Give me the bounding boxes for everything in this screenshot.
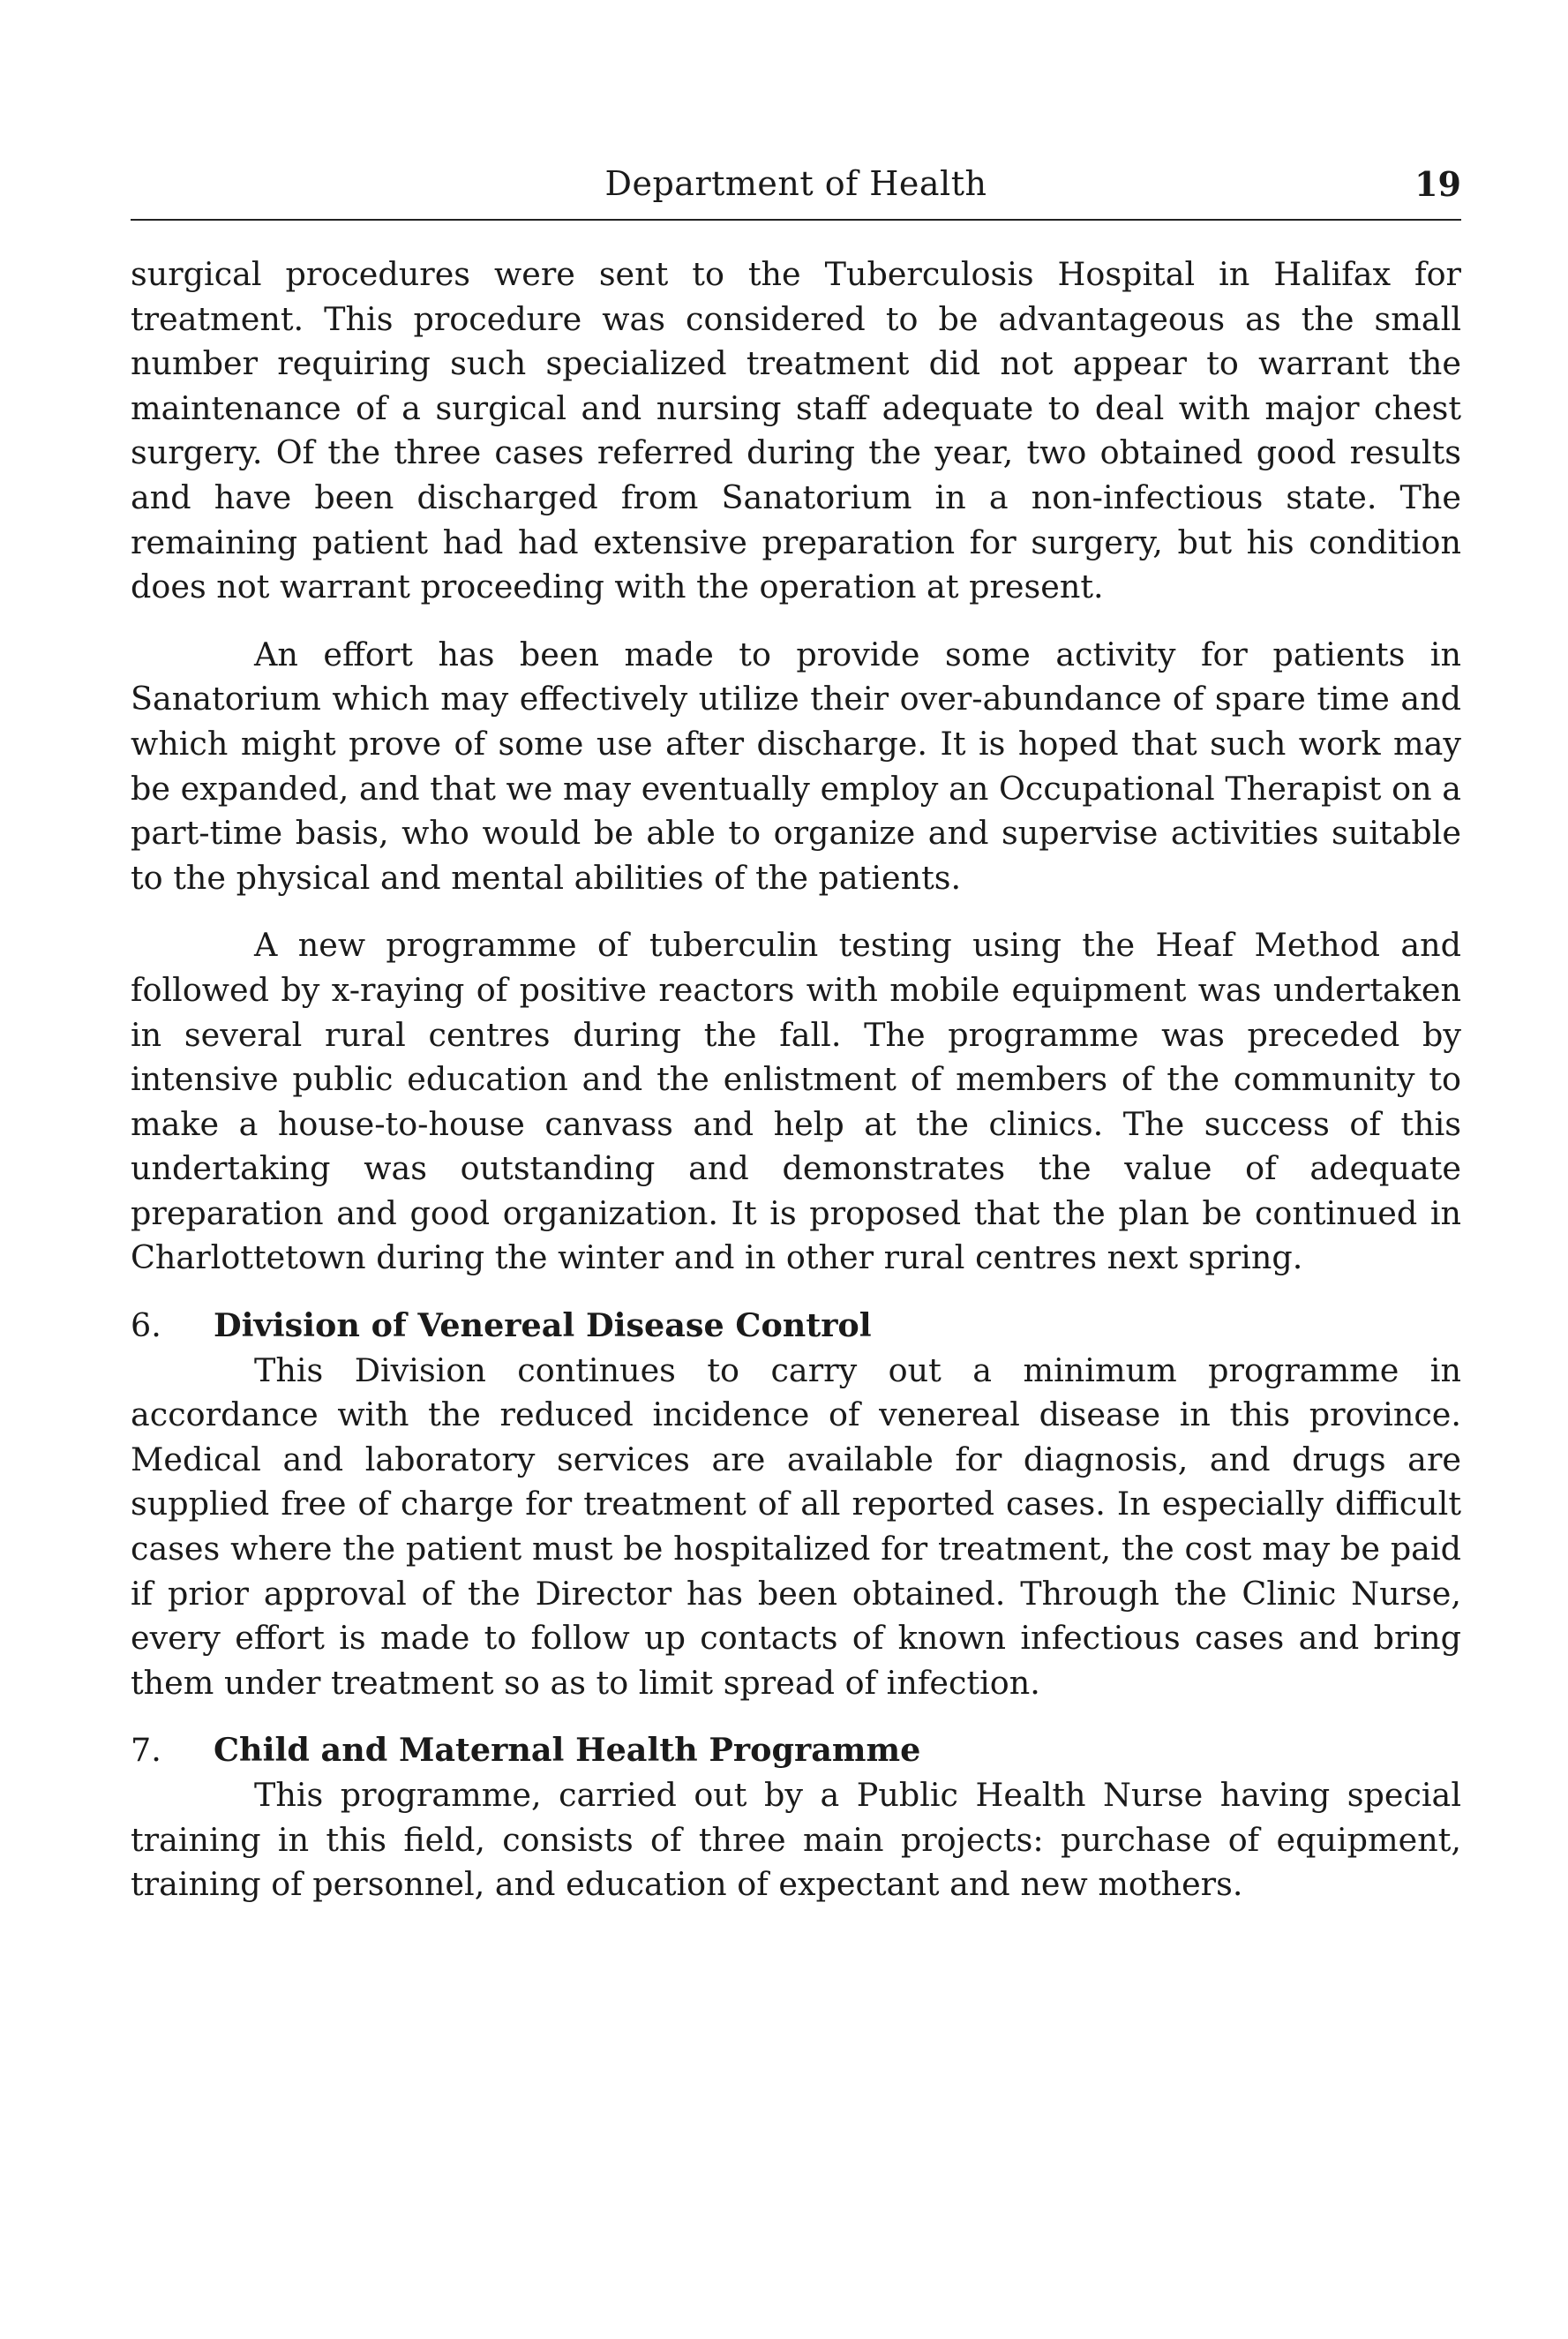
header-title: Department of Health	[604, 164, 987, 203]
page-number: 19	[1414, 164, 1461, 204]
body-text	[131, 252, 1461, 1907]
paragraph-activity: An effort has been made to provide some activity for patients in Sanatorium which may effectively utilize their over-abundance of spare time and which might prove of some use after discharge. It is hoped that such work may be expanded, and that we may eventually employ an Occupational Therapist on a part-time basis, who would be able to organize and supervise activities suitable to the physical and mental abilities of the patients.	[131, 635, 1461, 897]
section-title: Child and Maternal Health Programme	[214, 1731, 921, 1770]
paragraph-continued: surgical procedures were sent to the Tuberculosis Hospital in Halifax for treatment. This procedure was considered to be advantageous as the small number requiring such specialized treatment did not appear to warrant the maintenance of a surgical and nursing staff adequate to deal with major chest surgery. Of the three cases referred during the year, two obtained good results and have been discharged from Sanatorium in a non-infectious state. The remaining patient had had extensive preparation for surgery, but his condition does not warrant proceeding with the operation at present.	[131, 255, 1461, 606]
document-page	[131, 157, 1461, 1907]
section-title: Division of Venereal Disease Control	[214, 1306, 872, 1345]
section-number: 6.	[131, 1306, 161, 1345]
section-heading-child-maternal	[131, 1728, 1461, 1773]
section-text-venereal: This Division continues to carry out a minimum programme in accordance with the reduced incidence of venereal disease in this province. Medical and laboratory services are available for diagnosis, and drugs are supplied free of charge for treatment of all reported cases. In especially difficult cases where the patient must be hospitalized for treatment, the cost may be paid if prior approval of the Director has been obtained. Through the Clinic Nurse, every effort is made to follow up contacts of known infectious cases and bring them under treatment so as to limit spread of infection.	[131, 1350, 1461, 1702]
section-text-child-maternal: This programme, carried out by a Public Health Nurse having special training in this field, consists of three main projects: purchase of equipment, training of personnel, and education of expectant and new mothers.	[131, 1776, 1461, 1904]
section-number: 7.	[131, 1731, 161, 1770]
section-heading-venereal	[131, 1304, 1461, 1349]
running-header	[131, 157, 1461, 221]
paragraph-tuberculin: A new programme of tuberculin testing using the Heaf Method and followed by x-raying of positive reactors with mobile equipment was undertaken in several rural centres during the fall. The programme was preceded by intensive public education and the enlistment of members of the community to make a house-to-house canvass and help at the clinics. The success of this undertaking was outstanding and demonstrates the value of adequate preparation and good organization. It is proposed that the plan be continued in Charlottetown during the winter and in other rural centres next spring.	[131, 926, 1461, 1277]
